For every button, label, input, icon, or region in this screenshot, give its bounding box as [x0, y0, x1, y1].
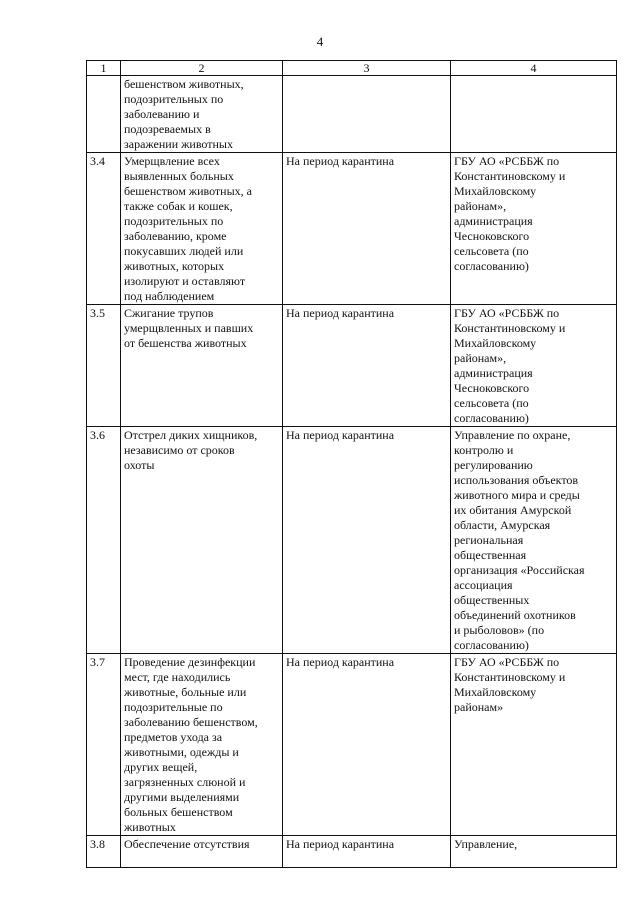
table-row	[87, 76, 617, 153]
term-cell: На период карантина	[283, 427, 451, 654]
table-header-row	[87, 61, 617, 76]
column-header-2: 2	[121, 61, 283, 76]
row-number: 3.8	[87, 836, 121, 868]
responsible-cell: Управление,	[451, 836, 617, 868]
row-number: 3.5	[87, 305, 121, 427]
row-number: 3.7	[87, 654, 121, 836]
measure-cell: Сжигание трупов умерщвленных и павших от бешенства животных	[121, 305, 283, 427]
table-row	[87, 836, 617, 868]
table-row	[87, 153, 617, 305]
table-row	[87, 305, 617, 427]
responsible-cell: ГБУ АО «РСББЖ по Константиновскому и Михайловскому районам», администрация Чесноковского сельсовета (по согласованию)	[451, 305, 617, 427]
row-number: 3.4	[87, 153, 121, 305]
responsible-cell: ГБУ АО «РСББЖ по Константиновскому и Михайловскому районам», администрация Чесноковского сельсовета (по согласованию)	[451, 153, 617, 305]
table-row	[87, 654, 617, 836]
measure-cell: бешенством животных, подозрительных по заболеванию и подозреваемых в заражении животных	[121, 76, 283, 153]
term-cell	[283, 76, 451, 153]
measure-cell: Проведение дезинфекции мест, где находились животные, больные или подозрительные по заболеванию бешенством, предметов ухода за животными, одежды и других вещей, загрязненных слюной и другими выделениями больных бешенством животных	[121, 654, 283, 836]
term-cell: На период карантина	[283, 654, 451, 836]
row-number	[87, 76, 121, 153]
term-cell: На период карантина	[283, 153, 451, 305]
term-cell: На период карантина	[283, 836, 451, 868]
column-header-1: 1	[87, 61, 121, 76]
measure-cell: Умерщвление всех выявленных больных бешенством животных, а также собак и кошек, подозрительных по заболеванию, кроме покусавших людей или животных, которых изолируют и оставляют под наблюдением	[121, 153, 283, 305]
table-row	[87, 427, 617, 654]
term-cell: На период карантина	[283, 305, 451, 427]
responsible-cell: Управление по охране, контролю и регулированию использования объектов животного мира и среды их обитания Амурской области, Амурская региональная общественная организация «Российская ассоциация общественных объединений охотников и рыболовов» (по согласованию)	[451, 427, 617, 654]
measures-table	[86, 60, 617, 868]
page-number: 4	[316, 34, 324, 49]
measure-cell: Отстрел диких хищников, независимо от сроков охоты	[121, 427, 283, 654]
responsible-cell	[451, 76, 617, 153]
measure-cell: Обеспечение отсутствия	[121, 836, 283, 868]
column-header-3: 3	[283, 61, 451, 76]
row-number: 3.6	[87, 427, 121, 654]
responsible-cell: ГБУ АО «РСББЖ по Константиновскому и Михайловскому районам»	[451, 654, 617, 836]
column-header-4: 4	[451, 61, 617, 76]
